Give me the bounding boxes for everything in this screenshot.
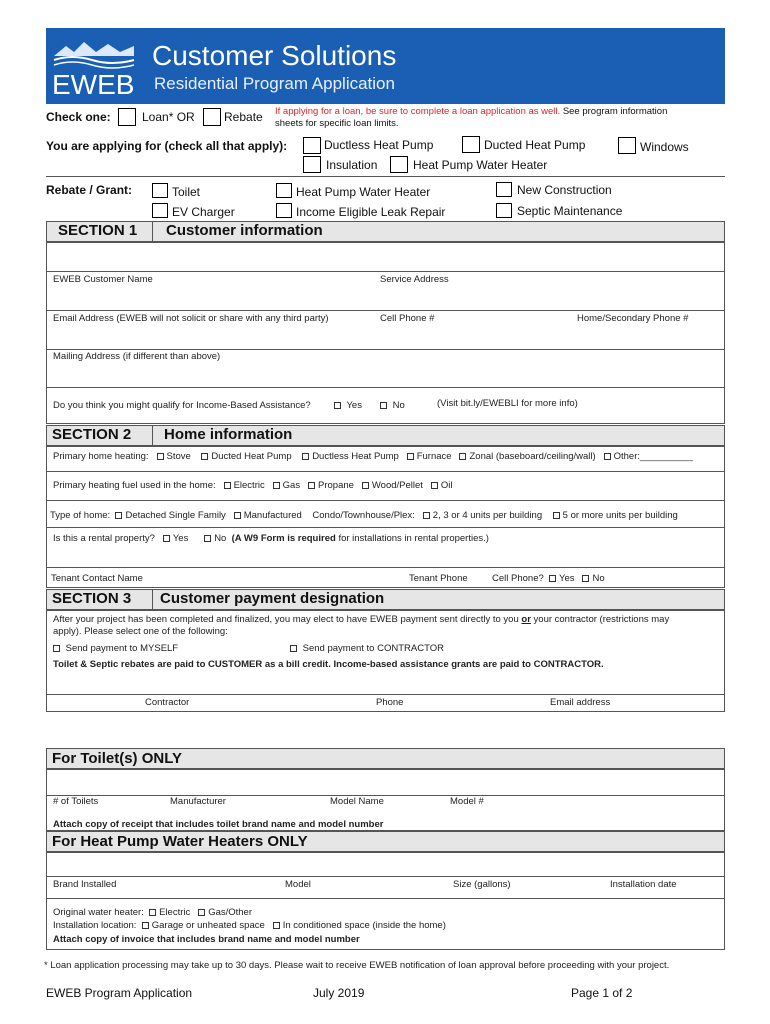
hpwh-apply-checkbox[interactable] <box>390 156 408 173</box>
tenant-cell-row: Cell Phone? Yes No <box>492 573 605 584</box>
pay-myself-option[interactable]: Send payment to MYSELF <box>53 643 178 654</box>
section3-number: SECTION 3 <box>52 590 132 607</box>
rebate-checkbox[interactable] <box>203 108 221 126</box>
check-one-label: Check one: <box>46 110 111 124</box>
footer-date: July 2019 <box>313 986 365 1000</box>
toilet-label: Toilet <box>172 185 201 199</box>
tenant-name-field[interactable]: Tenant Contact Name <box>51 573 143 584</box>
section1-title: Customer information <box>166 222 323 239</box>
section3-divider <box>152 589 153 610</box>
model-name-field[interactable]: Model Name <box>330 796 384 807</box>
row-line <box>46 876 725 877</box>
pay-contractor-option[interactable]: Send payment to CONTRACTOR <box>290 643 444 654</box>
row-line <box>46 271 725 272</box>
install-location-row: Installation location: Garage or unheated space In conditioned space (inside the home) <box>53 920 446 931</box>
tenant-phone-field[interactable]: Tenant Phone <box>409 573 468 584</box>
row-line <box>46 898 725 899</box>
windows-checkbox[interactable] <box>618 137 636 154</box>
hpwh-rebate-label: Heat Pump Water Heater <box>296 185 431 199</box>
applying-label: You are applying for (check all that apply): <box>46 139 288 153</box>
septic-label: Septic Maintenance <box>517 204 623 218</box>
service-address-field[interactable]: Service Address <box>380 274 449 285</box>
loan-note: If applying for a loan, be sure to complete a loan application as well. See program information <box>275 106 668 117</box>
customer-name-field[interactable]: EWEB Customer Name <box>53 274 153 285</box>
row-line <box>46 471 725 472</box>
contractor-field[interactable]: Contractor <box>145 697 190 708</box>
brand-field[interactable]: Brand Installed <box>53 879 117 890</box>
visit-link-text: (Visit bit.ly/EWEBLI for more info) <box>437 398 578 409</box>
new-construction-checkbox[interactable] <box>496 182 512 197</box>
section2-number: SECTION 2 <box>52 426 132 443</box>
home-type-row: Type of home: Detached Single Family Manufactured Condo/Townhouse/Plex: 2, 3 or 4 units per building 5 or more units per building <box>50 510 678 521</box>
loan-footnote: * Loan application processing may take up to 30 days. Please wait to receive EWEB notification of loan approval before proceeding with your project. <box>44 960 670 971</box>
section3-title: Customer payment designation <box>160 590 385 607</box>
payment-paragraph: After your project has been completed and finalized, you may elect to have EWEB payment sent directly to you or your contractor (restrictions may <box>53 614 670 625</box>
toilet-checkbox[interactable] <box>152 183 168 198</box>
hpwh-model-field[interactable]: Model <box>285 879 311 890</box>
rebate-label: Rebate <box>224 110 263 124</box>
svg-text:EWEB: EWEB <box>52 69 135 98</box>
windows-label: Windows <box>640 140 689 154</box>
row-line <box>46 500 725 501</box>
payment-bold-note: Toilet & Septic rebates are paid to CUSTOMER as a bill credit. Income-based assistance grants are paid to CONTRACTOR. <box>53 659 604 670</box>
mailing-address-field[interactable]: Mailing Address (if different than above) <box>53 351 221 362</box>
new-construction-label: New Construction <box>517 183 612 197</box>
heating-row: Primary home heating: Stove Ducted Heat Pump Ductless Heat Pump Furnace Zonal (baseboard/ceiling/wall) Other:__________ <box>53 451 693 462</box>
leak-label: Income Eligible Leak Repair <box>296 205 446 219</box>
toilet-title: For Toilet(s) ONLY <box>52 750 183 767</box>
fuel-row: Primary heating fuel used in the home: Electric Gas Propane Wood/Pellet Oil <box>53 480 453 491</box>
hpwh-apply-label: Heat Pump Water Heater <box>413 158 548 172</box>
toilet-attach-note: Attach copy of receipt that includes toilet brand name and model number <box>53 819 384 830</box>
ductless-label: Ductless Heat Pump <box>324 138 434 152</box>
section1-divider <box>152 221 153 242</box>
cell-phone-field[interactable]: Cell Phone # <box>380 313 435 324</box>
hpwh-title: For Heat Pump Water Heaters ONLY <box>52 833 308 850</box>
hpwh-rebate-checkbox[interactable] <box>276 183 292 198</box>
leak-checkbox[interactable] <box>276 203 292 218</box>
manufacturer-field[interactable]: Manufacturer <box>170 796 226 807</box>
loan-label: Loan* OR <box>142 110 195 124</box>
section1-body <box>46 242 725 424</box>
loan-checkbox[interactable] <box>118 108 136 126</box>
page-subtitle: Residential Program Application <box>154 74 395 93</box>
rebate-grant-label: Rebate / Grant: <box>46 183 133 197</box>
ev-checkbox[interactable] <box>152 203 168 218</box>
payment-paragraph-line2: apply). Please select one of the following: <box>53 626 228 637</box>
income-question: Do you think you might qualify for Income-Based Assistance? <box>53 400 311 411</box>
ducted-label: Ducted Heat Pump <box>484 138 586 152</box>
section1-number: SECTION 1 <box>58 222 138 239</box>
insulation-label: Insulation <box>326 158 378 172</box>
contractor-email-field[interactable]: Email address <box>550 697 611 708</box>
row-line <box>46 694 725 695</box>
row-line <box>46 567 725 568</box>
hpwh-attach-note: Attach copy of invoice that includes brand name and model number <box>53 934 360 945</box>
ducted-checkbox[interactable] <box>462 136 480 153</box>
page-title: Customer Solutions <box>152 40 397 71</box>
divider <box>46 176 725 177</box>
rental-row: Is this a rental property? Yes No (A W9 Form is required for installations in rental properties.) <box>53 533 489 544</box>
email-field[interactable]: Email Address (EWEB will not solicit or share with any third party) <box>53 313 329 324</box>
contractor-phone-field[interactable]: Phone <box>376 697 404 708</box>
section2-title: Home information <box>164 426 293 443</box>
original-heater-row: Original water heater: Electric Gas/Other <box>53 907 253 918</box>
eweb-logo <box>52 40 136 98</box>
income-yes-option[interactable]: Yes <box>334 400 362 411</box>
insulation-checkbox[interactable] <box>303 156 321 173</box>
ev-label: EV Charger <box>172 205 235 219</box>
model-number-field[interactable]: Model # <box>450 796 484 807</box>
row-line <box>46 527 725 528</box>
row-line <box>46 795 725 796</box>
row-line <box>46 310 725 311</box>
footer-left: EWEB Program Application <box>46 986 193 1000</box>
num-toilets-field[interactable]: # of Toilets <box>53 796 99 807</box>
section2-header <box>46 425 725 446</box>
install-date-field[interactable]: Installation date <box>610 879 677 890</box>
footer-page: Page 1 of 2 <box>571 986 633 1000</box>
income-no-option[interactable]: No <box>380 400 405 411</box>
section3-header <box>46 589 725 610</box>
row-line <box>46 387 725 388</box>
loan-note-line2: sheets for specific loan limits. <box>275 118 399 129</box>
size-field[interactable]: Size (gallons) <box>453 879 511 890</box>
section1-header <box>46 221 725 242</box>
ductless-checkbox[interactable] <box>303 137 321 154</box>
row-line <box>46 349 725 350</box>
home-phone-field[interactable]: Home/Secondary Phone # <box>577 313 689 324</box>
septic-checkbox[interactable] <box>496 203 512 218</box>
section2-divider <box>152 425 153 446</box>
